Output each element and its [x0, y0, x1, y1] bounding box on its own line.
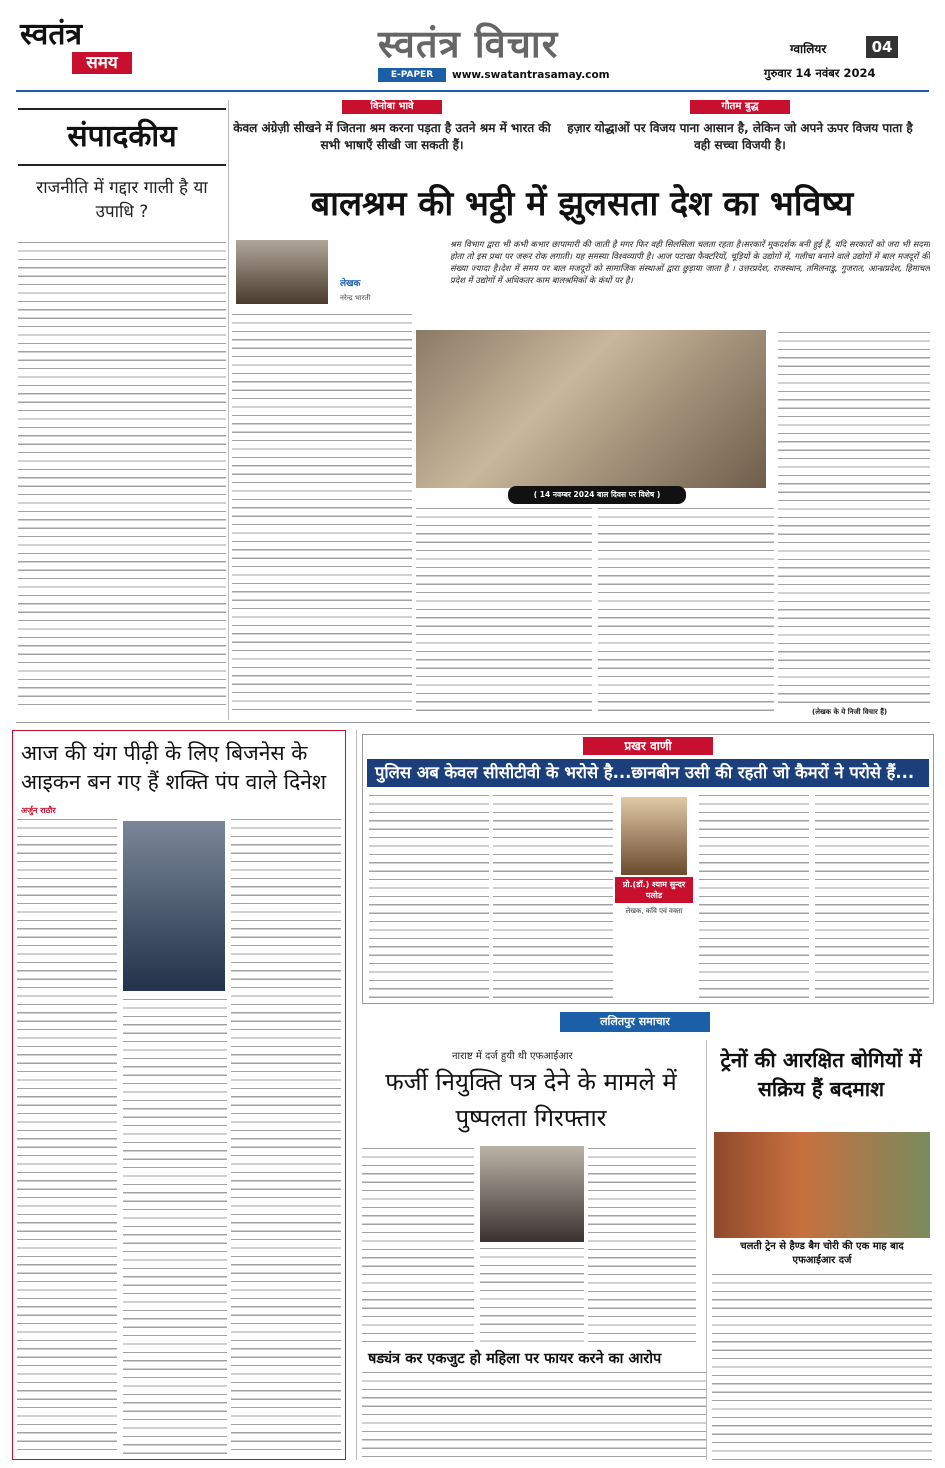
lead-col-1 [232, 312, 412, 714]
train-photo [714, 1132, 930, 1238]
arrest-photo [480, 1146, 584, 1242]
divider [16, 722, 930, 723]
page-number: 04 [866, 36, 898, 58]
divider [706, 1040, 707, 1460]
issue-date: गुरुवार 14 नवंबर 2024 [764, 66, 876, 80]
lalitpur-headline: फर्जी नियुक्ति पत्र देने के मामले में पुष्पलता गिरफ्तार [385, 1068, 677, 1132]
quote-buddha [560, 100, 920, 160]
editorial-section-title: संपादकीय [18, 108, 226, 166]
prakhar-col-3 [699, 793, 809, 999]
business-col-3 [231, 817, 341, 1457]
lalitpur-col-1 [362, 1146, 474, 1342]
prakhar-section-label: प्रखर वाणी [583, 737, 713, 755]
lead-col-3 [598, 506, 774, 716]
editorial-body [18, 240, 226, 710]
quote-vinoba [232, 100, 552, 160]
business-story [12, 730, 346, 1460]
divider [228, 100, 229, 720]
edition-city: ग्वालियर [790, 42, 827, 56]
logo-line2: समय [72, 52, 132, 74]
trains-body [712, 1272, 932, 1460]
prakhar-headline: पुलिस अब केवल सीसीटीवी के भरोसे है...छानबीन उसी की रहती जो कैमरों ने परोसे हैं... [367, 759, 929, 787]
editorial-headline: राजनीति में गद्दार गाली है या उपाधि ? [36, 178, 208, 222]
lead-intro: श्रम विभाग द्वारा भी कभी कभार छापामारी की जाती है मगर फिर वही सिलसिला चलता रहता है।सरकारें मूकदर्शक बनी हुई हैं, यदि सरकारों को जरा भी सदमा होता तो इस प्रथा पर जरूर रोक लगाती। यह समस्या विश्वव्यापी है। आज पटाखा फैक्टरियों, चूड़ियों के उद्योगों में, गलीचा बनाने वाले उद्योगों में बाल मजदूरों की संख्या ज्यादा है।देश में समय पर बाल मजदूरों को सामाजिक संस्थाओं द्वारा छुड़ाया जाता है । उत्तरप्रदेश, राजस्थान, तमिलनाडु, गुजरात, आन्ध्रप्रदेश, हिमाचल प्रदेश में उद्योगों में अधिकतर काम बालश्रमिकों के कंधों पर है। [450, 239, 930, 285]
columnist-name: प्रो.(डॉ.) श्याम सुन्दर पलोड [615, 877, 693, 903]
logo [20, 18, 132, 92]
lead-col-2 [416, 506, 592, 716]
business-col-2 [123, 997, 227, 1457]
photo-badge: ( 14 नवम्बर 2024 बाल दिवस पर विशेष ) [508, 486, 686, 504]
masthead-title: स्वतंत्र विचार [378, 22, 559, 66]
fire-story-headline: षड्यंत्र कर एकजुट हो महिला पर फायर करने का आरोप [368, 1351, 662, 1367]
author-label: लेखक [340, 279, 361, 289]
trains-headline: ट्रेनों की आरक्षित बोगियों में सक्रिय हैं बदमाश [720, 1048, 922, 1101]
prakhar-col-1 [369, 793, 489, 999]
lead-footnote: (लेखक के ये निजी विचार हैं) [812, 708, 888, 716]
logo-line1: स्वतंत्र [20, 17, 83, 52]
quote-author: विनोबा भावे [342, 100, 442, 114]
author-name: नरेन्द्र भारती [340, 294, 371, 302]
divider [356, 730, 357, 1460]
prakhar-col-4 [815, 793, 929, 999]
lead-headline: बालश्रम की भट्ठी में झुलसता देश का भविष्य [310, 184, 854, 224]
masthead-rule [16, 90, 929, 92]
quote-text: केवल अंग्रेज़ी सीखने में जितना श्रम करना पड़ता है उतने श्रम में भारत की सभी भाषाएँ सीखी जा सकती हैं। [233, 121, 551, 152]
prakhar-col-2 [493, 793, 613, 999]
business-col-1 [17, 817, 117, 1457]
editorial [18, 108, 226, 718]
lalitpur-col-3 [588, 1146, 696, 1342]
business-headline: आज की यंग पीढ़ी के लिए बिजनेस के आइकन बन गए हैं शक्ति पंप वाले दिनेश [21, 741, 327, 794]
dinesh-patidar-photo [123, 821, 225, 991]
quote-author: गौतम बुद्ध [690, 100, 790, 114]
columnist-photo [621, 797, 687, 875]
lead-col-4 [778, 330, 930, 708]
lalitpur-section-label: ललितपुर समाचार [560, 1012, 710, 1032]
lalitpur-col-2 [480, 1246, 584, 1342]
lalitpur-kicker: नाराष्ट में दर्ज हुयी थी एफआईआर [452, 1051, 573, 1062]
business-byline: अर्जुन राठौर [21, 806, 56, 815]
epaper-tag: E-PAPER [378, 68, 446, 82]
trains-caption: चलती ट्रेन से हैण्ड बैग चोरी की एक माह बाद एफआईआर दर्ज [740, 1241, 904, 1266]
quote-text: हज़ार योद्धाओं पर विजय पाना आसान है, लेकिन जो अपने ऊपर विजय पाता है वही सच्चा विजयी है। [567, 121, 913, 152]
masthead [0, 0, 945, 92]
columnist-role: लेखक, कवि एवं वक्ता [625, 907, 683, 915]
website-link[interactable]: www.swatantrasamay.com [452, 69, 610, 81]
author-photo [236, 240, 328, 304]
child-labour-photo [416, 330, 766, 488]
prakhar-section [362, 734, 934, 1004]
fire-story-body [362, 1370, 706, 1460]
